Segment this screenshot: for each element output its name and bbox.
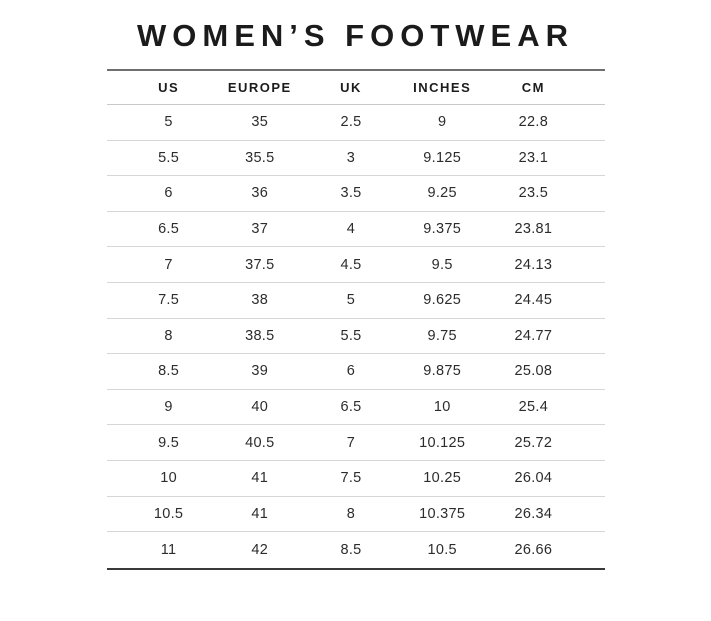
column-header: US <box>158 80 180 95</box>
table-row <box>107 283 605 319</box>
table-cell: 38 <box>251 292 269 309</box>
table-cell: 41 <box>251 470 269 487</box>
size-table <box>107 69 605 570</box>
table-cell: 26.66 <box>514 541 553 558</box>
table-row <box>107 141 605 177</box>
table-cell: 42 <box>251 541 269 558</box>
table-row <box>107 105 605 141</box>
size-table-body <box>107 105 605 568</box>
table-cell: 10.25 <box>423 470 462 487</box>
table-cell: 35.5 <box>245 149 275 166</box>
table-cell: 8.5 <box>158 363 180 380</box>
table-row <box>107 532 605 568</box>
table-cell: 40 <box>251 399 269 416</box>
table-cell: 10.125 <box>419 434 466 451</box>
table-cell: 9.875 <box>423 363 462 380</box>
table-row <box>107 176 605 212</box>
table-cell: 9.25 <box>427 185 457 202</box>
table-cell: 8 <box>164 327 173 344</box>
table-row <box>107 247 605 283</box>
table-cell: 5.5 <box>158 149 180 166</box>
table-cell: 3 <box>346 149 356 166</box>
table-cell: 7.5 <box>158 292 180 309</box>
table-cell: 26.04 <box>514 470 553 487</box>
table-row <box>107 354 605 390</box>
table-row <box>107 212 605 248</box>
table-cell: 40.5 <box>245 434 275 451</box>
column-header: EUROPE <box>227 80 292 95</box>
table-cell: 24.45 <box>514 292 553 309</box>
table-cell: 7 <box>164 256 173 273</box>
table-cell: 9.5 <box>431 256 453 273</box>
table-cell: 35 <box>251 114 269 131</box>
table-cell: 23.5 <box>518 185 549 202</box>
table-cell: 9.375 <box>423 221 462 238</box>
table-cell: 7 <box>346 434 356 451</box>
table-cell: 24.13 <box>514 256 553 273</box>
column-header: CM <box>521 80 545 95</box>
table-cell: 6.5 <box>340 399 362 416</box>
table-row <box>107 319 605 355</box>
table-cell: 26.34 <box>514 505 553 522</box>
table-cell: 22.8 <box>518 114 549 131</box>
table-cell: 25.72 <box>514 434 553 451</box>
table-cell: 7.5 <box>340 470 362 487</box>
table-cell: 9.125 <box>423 149 462 166</box>
table-cell: 2.5 <box>340 114 362 131</box>
table-cell: 6 <box>164 185 173 202</box>
table-cell: 24.77 <box>514 327 553 344</box>
table-cell: 10 <box>433 399 451 416</box>
table-cell: 4.5 <box>340 256 362 273</box>
size-table-header <box>107 71 605 105</box>
table-cell: 10.5 <box>427 541 457 558</box>
table-cell: 38.5 <box>245 327 275 344</box>
table-row <box>107 497 605 533</box>
table-cell: 4 <box>346 221 356 238</box>
table-cell: 9.625 <box>423 292 462 309</box>
table-cell: 5 <box>346 292 356 309</box>
table-cell: 6.5 <box>158 221 180 238</box>
table-cell: 9.75 <box>427 327 457 344</box>
table-cell: 5 <box>164 114 173 131</box>
table-cell: 9.5 <box>158 434 180 451</box>
table-cell: 9 <box>438 114 447 131</box>
table-cell: 37.5 <box>245 256 275 273</box>
table-cell: 9 <box>164 399 173 416</box>
table-row <box>107 425 605 461</box>
table-cell: 23.1 <box>518 149 549 166</box>
table-cell: 8.5 <box>340 541 362 558</box>
column-header: UK <box>340 80 362 95</box>
table-cell: 10.375 <box>419 505 466 522</box>
table-cell: 6 <box>346 363 356 380</box>
table-cell: 39 <box>251 363 269 380</box>
table-cell: 8 <box>346 505 356 522</box>
table-cell: 10.5 <box>153 505 184 522</box>
table-cell: 25.08 <box>514 363 553 380</box>
column-header: INCHES <box>413 80 472 95</box>
table-row <box>107 461 605 497</box>
table-cell: 5.5 <box>340 327 362 344</box>
table-cell: 25.4 <box>518 399 549 416</box>
table-cell: 23.81 <box>514 221 553 238</box>
table-row <box>107 390 605 426</box>
table-cell: 37 <box>251 221 269 238</box>
page-title: WOMEN’S FOOTWEAR <box>137 18 574 53</box>
table-cell: 3.5 <box>340 185 362 202</box>
table-cell: 36 <box>251 185 269 202</box>
table-cell: 41 <box>251 505 269 522</box>
table-cell: 11 <box>160 541 177 558</box>
table-cell: 10 <box>160 470 177 487</box>
